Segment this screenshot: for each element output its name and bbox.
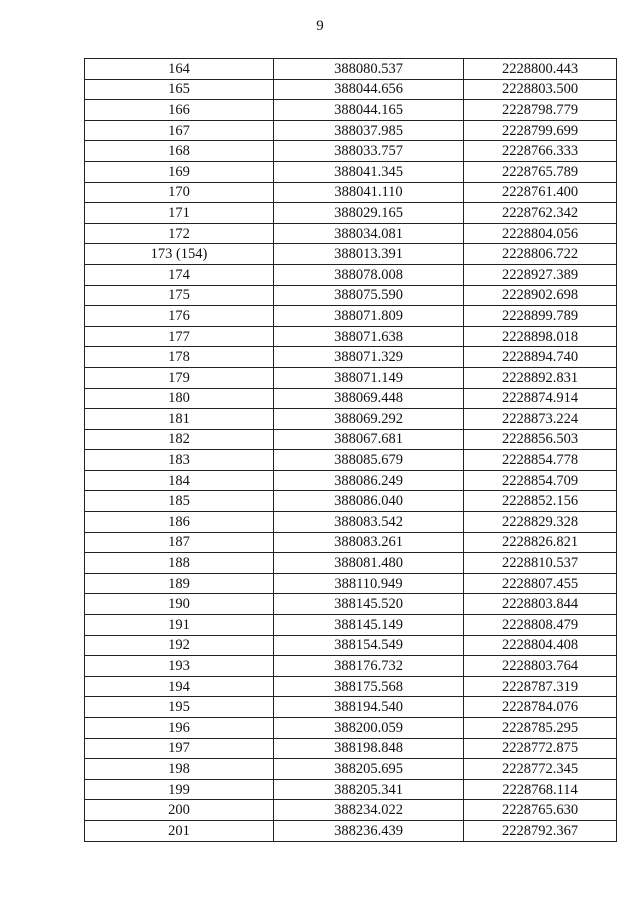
y-coordinate-cell: 2228899.789 [464, 306, 617, 327]
point-number-cell: 164 [85, 59, 274, 80]
coordinates-table [84, 58, 617, 842]
y-coordinate-cell: 2228765.789 [464, 161, 617, 182]
point-number-cell: 183 [85, 450, 274, 471]
point-number-cell: 200 [85, 800, 274, 821]
x-coordinate-cell: 388083.542 [274, 512, 464, 533]
table-row [85, 759, 617, 780]
table-row [85, 738, 617, 759]
x-coordinate-cell: 388069.292 [274, 409, 464, 430]
table-row [85, 697, 617, 718]
y-coordinate-cell: 2228762.342 [464, 203, 617, 224]
y-coordinate-cell: 2228772.875 [464, 738, 617, 759]
y-coordinate-cell: 2228826.821 [464, 532, 617, 553]
table-row [85, 820, 617, 841]
table-row [85, 615, 617, 636]
x-coordinate-cell: 388034.081 [274, 223, 464, 244]
point-number-cell: 201 [85, 820, 274, 841]
x-coordinate-cell: 388075.590 [274, 285, 464, 306]
table-row [85, 120, 617, 141]
point-number-cell: 190 [85, 594, 274, 615]
x-coordinate-cell: 388071.149 [274, 367, 464, 388]
x-coordinate-cell: 388083.261 [274, 532, 464, 553]
point-number-cell: 174 [85, 264, 274, 285]
table-row [85, 244, 617, 265]
x-coordinate-cell: 388013.391 [274, 244, 464, 265]
point-number-cell: 197 [85, 738, 274, 759]
y-coordinate-cell: 2228874.914 [464, 388, 617, 409]
x-coordinate-cell: 388085.679 [274, 450, 464, 471]
y-coordinate-cell: 2228772.345 [464, 759, 617, 780]
table-row [85, 79, 617, 100]
table-row [85, 491, 617, 512]
x-coordinate-cell: 388067.681 [274, 429, 464, 450]
point-number-cell: 180 [85, 388, 274, 409]
x-coordinate-cell: 388086.249 [274, 470, 464, 491]
point-number-cell: 176 [85, 306, 274, 327]
point-number-cell: 177 [85, 326, 274, 347]
x-coordinate-cell: 388071.809 [274, 306, 464, 327]
y-coordinate-cell: 2228761.400 [464, 182, 617, 203]
point-number-cell: 179 [85, 367, 274, 388]
x-coordinate-cell: 388145.149 [274, 615, 464, 636]
y-coordinate-cell: 2228803.500 [464, 79, 617, 100]
y-coordinate-cell: 2228854.778 [464, 450, 617, 471]
y-coordinate-cell: 2228854.709 [464, 470, 617, 491]
table-row [85, 409, 617, 430]
table-row [85, 553, 617, 574]
y-coordinate-cell: 2228800.443 [464, 59, 617, 80]
table-row [85, 59, 617, 80]
y-coordinate-cell: 2228852.156 [464, 491, 617, 512]
table-row [85, 656, 617, 677]
x-coordinate-cell: 388110.949 [274, 573, 464, 594]
x-coordinate-cell: 388071.638 [274, 326, 464, 347]
table-row [85, 512, 617, 533]
y-coordinate-cell: 2228768.114 [464, 779, 617, 800]
table-row [85, 635, 617, 656]
point-number-cell: 185 [85, 491, 274, 512]
table-row [85, 326, 617, 347]
y-coordinate-cell: 2228798.779 [464, 100, 617, 121]
y-coordinate-cell: 2228806.722 [464, 244, 617, 265]
table-row [85, 779, 617, 800]
y-coordinate-cell: 2228808.479 [464, 615, 617, 636]
table-row [85, 594, 617, 615]
y-coordinate-cell: 2228799.699 [464, 120, 617, 141]
x-coordinate-cell: 388154.549 [274, 635, 464, 656]
point-number-cell: 193 [85, 656, 274, 677]
y-coordinate-cell: 2228803.844 [464, 594, 617, 615]
point-number-cell: 172 [85, 223, 274, 244]
y-coordinate-cell: 2228804.408 [464, 635, 617, 656]
point-number-cell: 194 [85, 676, 274, 697]
page-number: 9 [316, 18, 324, 34]
y-coordinate-cell: 2228766.333 [464, 141, 617, 162]
point-number-cell: 195 [85, 697, 274, 718]
x-coordinate-cell: 388029.165 [274, 203, 464, 224]
point-number-cell: 188 [85, 553, 274, 574]
x-coordinate-cell: 388044.165 [274, 100, 464, 121]
y-coordinate-cell: 2228785.295 [464, 718, 617, 739]
point-number-cell: 184 [85, 470, 274, 491]
point-number-cell: 178 [85, 347, 274, 368]
y-coordinate-cell: 2228765.630 [464, 800, 617, 821]
y-coordinate-cell: 2228804.056 [464, 223, 617, 244]
table-row [85, 532, 617, 553]
y-coordinate-cell: 2228898.018 [464, 326, 617, 347]
table-row [85, 223, 617, 244]
point-number-cell: 181 [85, 409, 274, 430]
x-coordinate-cell: 388033.757 [274, 141, 464, 162]
x-coordinate-cell: 388041.110 [274, 182, 464, 203]
x-coordinate-cell: 388145.520 [274, 594, 464, 615]
table-row [85, 450, 617, 471]
y-coordinate-cell: 2228856.503 [464, 429, 617, 450]
table-row [85, 676, 617, 697]
table-row [85, 161, 617, 182]
x-coordinate-cell: 388078.008 [274, 264, 464, 285]
x-coordinate-cell: 388176.732 [274, 656, 464, 677]
table-row [85, 367, 617, 388]
table-row [85, 388, 617, 409]
x-coordinate-cell: 388236.439 [274, 820, 464, 841]
point-number-cell: 170 [85, 182, 274, 203]
y-coordinate-cell: 2228803.764 [464, 656, 617, 677]
x-coordinate-cell: 388194.540 [274, 697, 464, 718]
coordinates-table-container [84, 58, 616, 842]
x-coordinate-cell: 388069.448 [274, 388, 464, 409]
y-coordinate-cell: 2228927.389 [464, 264, 617, 285]
x-coordinate-cell: 388080.537 [274, 59, 464, 80]
point-number-cell: 189 [85, 573, 274, 594]
x-coordinate-cell: 388205.341 [274, 779, 464, 800]
coordinates-table-body [85, 59, 617, 842]
x-coordinate-cell: 388041.345 [274, 161, 464, 182]
y-coordinate-cell: 2228829.328 [464, 512, 617, 533]
point-number-cell: 182 [85, 429, 274, 450]
x-coordinate-cell: 388175.568 [274, 676, 464, 697]
y-coordinate-cell: 2228810.537 [464, 553, 617, 574]
x-coordinate-cell: 388198.848 [274, 738, 464, 759]
point-number-cell: 191 [85, 615, 274, 636]
point-number-cell: 171 [85, 203, 274, 224]
y-coordinate-cell: 2228787.319 [464, 676, 617, 697]
table-row [85, 203, 617, 224]
table-row [85, 470, 617, 491]
x-coordinate-cell: 388071.329 [274, 347, 464, 368]
table-row [85, 800, 617, 821]
x-coordinate-cell: 388234.022 [274, 800, 464, 821]
table-row [85, 141, 617, 162]
point-number-cell: 165 [85, 79, 274, 100]
point-number-cell: 168 [85, 141, 274, 162]
y-coordinate-cell: 2228792.367 [464, 820, 617, 841]
point-number-cell: 173 (154) [85, 244, 274, 265]
table-row [85, 573, 617, 594]
table-row [85, 285, 617, 306]
table-row [85, 306, 617, 327]
point-number-cell: 175 [85, 285, 274, 306]
x-coordinate-cell: 388086.040 [274, 491, 464, 512]
point-number-cell: 198 [85, 759, 274, 780]
point-number-cell: 167 [85, 120, 274, 141]
point-number-cell: 187 [85, 532, 274, 553]
y-coordinate-cell: 2228892.831 [464, 367, 617, 388]
y-coordinate-cell: 2228894.740 [464, 347, 617, 368]
y-coordinate-cell: 2228873.224 [464, 409, 617, 430]
table-row [85, 347, 617, 368]
point-number-cell: 169 [85, 161, 274, 182]
point-number-cell: 166 [85, 100, 274, 121]
y-coordinate-cell: 2228902.698 [464, 285, 617, 306]
point-number-cell: 192 [85, 635, 274, 656]
y-coordinate-cell: 2228784.076 [464, 697, 617, 718]
x-coordinate-cell: 388044.656 [274, 79, 464, 100]
table-row [85, 264, 617, 285]
x-coordinate-cell: 388037.985 [274, 120, 464, 141]
x-coordinate-cell: 388205.695 [274, 759, 464, 780]
table-row [85, 182, 617, 203]
point-number-cell: 186 [85, 512, 274, 533]
table-row [85, 100, 617, 121]
x-coordinate-cell: 388081.480 [274, 553, 464, 574]
y-coordinate-cell: 2228807.455 [464, 573, 617, 594]
x-coordinate-cell: 388200.059 [274, 718, 464, 739]
point-number-cell: 199 [85, 779, 274, 800]
table-row [85, 429, 617, 450]
table-row [85, 718, 617, 739]
point-number-cell: 196 [85, 718, 274, 739]
